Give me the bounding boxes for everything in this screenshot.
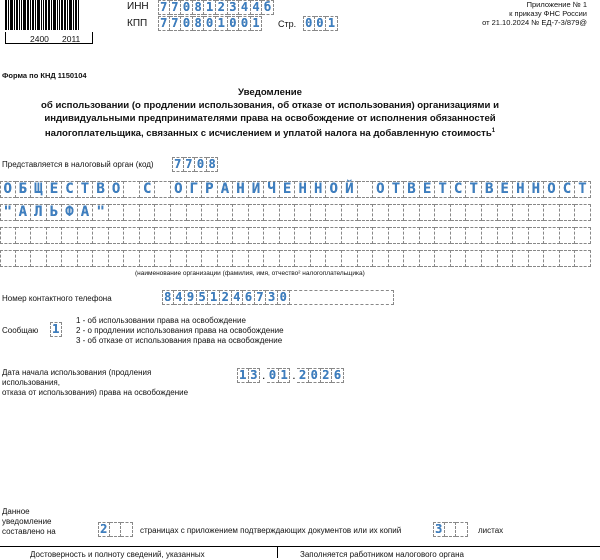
sheets-count-cell <box>456 522 468 537</box>
org-name-row1-cell: Е <box>47 181 63 198</box>
org-name-row2-cell <box>233 204 249 221</box>
phone-cell: 9 <box>185 290 197 305</box>
inn-field[interactable] <box>158 0 274 15</box>
org-name-row4-cell <box>498 250 514 267</box>
org-name-row1-cell: Щ <box>31 181 47 198</box>
org-name-row1-cell: Е <box>420 181 436 198</box>
start-date-cell: 0 <box>309 368 321 383</box>
org-name-row1-cell: С <box>140 181 156 198</box>
org-name-row2-cell <box>466 204 482 221</box>
org-name-row2-cell <box>124 204 140 221</box>
org-name-row4-cell <box>47 250 63 267</box>
phone-cell: 4 <box>232 290 244 305</box>
org-name-row4-cell <box>435 250 451 267</box>
page-label: Стр. <box>278 19 297 29</box>
phone-cell: 6 <box>243 290 255 305</box>
org-name-row3-cell <box>109 227 125 244</box>
org-name-row1-cell: Н <box>295 181 311 198</box>
kpp-cell: 7 <box>170 16 182 31</box>
report-option2: 2 - о продлении использования права на освобождение <box>76 326 284 335</box>
org-name-row3-cell <box>124 227 140 244</box>
org-name-row4-cell <box>140 250 156 267</box>
pages-text: страницах с приложением подтверждающих документов или их копий <box>140 526 402 535</box>
org-name-row4-cell <box>202 250 218 267</box>
org-name-row2-cell <box>202 204 218 221</box>
org-name-row4-cell <box>280 250 296 267</box>
org-name-row4-cell <box>249 250 265 267</box>
start-date-label-line2: использования, <box>2 378 60 387</box>
org-name-row1-cell: Н <box>513 181 529 198</box>
start-date-cell: 1 <box>279 368 291 383</box>
date-separator: . <box>292 368 296 382</box>
org-name-row2-cell <box>544 204 560 221</box>
tax-authority-code-cell: 7 <box>184 157 196 172</box>
barcode <box>5 0 93 30</box>
org-name-row3-cell <box>513 227 529 244</box>
org-name-row2-cell <box>482 204 498 221</box>
org-name-row4-cell <box>404 250 420 267</box>
sheets-count-field[interactable] <box>433 522 468 537</box>
org-name-row1-cell: О <box>171 181 187 198</box>
org-name-row4-cell <box>544 250 560 267</box>
org-name-row4-cell <box>109 250 125 267</box>
org-name-row2-cell <box>358 204 374 221</box>
org-name-row2-cell <box>575 204 591 221</box>
org-name-row1-cell: О <box>373 181 389 198</box>
org-name-row3-cell <box>466 227 482 244</box>
org-name-row4-cell <box>420 250 436 267</box>
org-name-row1-cell: Т <box>466 181 482 198</box>
title-line4: налогоплательщика, связанных с исчислением и уплатой налога на добавленную стоимость <box>44 128 492 140</box>
org-name-row4-cell <box>233 250 249 267</box>
org-name-row1-cell: Ч <box>264 181 280 198</box>
report-code-field[interactable] <box>50 322 62 337</box>
org-name-row3-cell <box>202 227 218 244</box>
org-name-row3-cell <box>435 227 451 244</box>
phone-cell: 1 <box>208 290 220 305</box>
org-name-row3-cell <box>451 227 467 244</box>
start-date-cell: 6 <box>332 368 344 383</box>
org-name-row4-cell <box>311 250 327 267</box>
inn-cell: 8 <box>193 0 205 15</box>
start-date-cell: 2 <box>321 368 333 383</box>
org-name-row4-cell <box>575 250 591 267</box>
org-name-row3-cell <box>420 227 436 244</box>
org-name-row2-cell: " <box>0 204 16 221</box>
start-date-label-line1: Дата начала использования (продления <box>2 368 152 377</box>
org-name-row2-cell <box>218 204 234 221</box>
start-date-label <box>2 368 188 398</box>
org-name-row2-cell <box>404 204 420 221</box>
phone-label: Номер контактного телефона <box>2 294 112 303</box>
appendix-line1: Приложение № 1 <box>526 0 587 9</box>
org-name-row2[interactable] <box>0 204 591 221</box>
footer-label-line1: Данное <box>2 507 30 516</box>
phone-field-extension <box>289 290 394 305</box>
page-number-cell: 0 <box>303 16 315 31</box>
org-name-row3-cell <box>529 227 545 244</box>
org-name-row3-cell <box>187 227 203 244</box>
phone-cell: 2 <box>220 290 232 305</box>
inn-cell: 7 <box>170 0 182 15</box>
title-footnote: 1 <box>491 128 496 134</box>
org-name-row2-cell <box>498 204 514 221</box>
barcode-number-right: 2011 <box>62 34 81 44</box>
org-name-row1-cell: Н <box>233 181 249 198</box>
barcode-frame <box>5 32 93 44</box>
inn-cell: 1 <box>204 0 216 15</box>
org-name-row3-cell <box>31 227 47 244</box>
start-date-field[interactable] <box>237 368 344 383</box>
org-name-row4-cell <box>560 250 576 267</box>
title-line2: об использовании (о продлении использования, об отказе от использования) организациями и <box>41 100 499 111</box>
title-line3: индивидуальными предпринимателями права на освобождение от исполнения обязанностей <box>44 113 496 124</box>
org-name-row1-cell: Й <box>342 181 358 198</box>
org-name-row2-cell <box>140 204 156 221</box>
bottom-right-text: Заполняется работником налогового органа <box>300 550 464 559</box>
org-name-row2-cell <box>420 204 436 221</box>
org-name-row1-cell <box>124 181 140 198</box>
org-name-row4-cell <box>62 250 78 267</box>
org-name-row1-cell: Т <box>78 181 94 198</box>
org-name-row1-cell: А <box>218 181 234 198</box>
org-name-row2-cell: Ь <box>47 204 63 221</box>
org-name-row2-cell <box>171 204 187 221</box>
report-code-cell: 1 <box>50 322 62 337</box>
phone-cell: 5 <box>197 290 209 305</box>
org-name-row4-cell <box>264 250 280 267</box>
inn-label: ИНН <box>127 1 149 12</box>
org-name-row2-cell <box>529 204 545 221</box>
org-name-row1-cell: С <box>62 181 78 198</box>
org-name-row1-cell: Н <box>311 181 327 198</box>
org-name-row2-cell <box>280 204 296 221</box>
tax-authority-code-cell: 0 <box>195 157 207 172</box>
date-separator: . <box>262 368 266 382</box>
kpp-cell: 0 <box>228 16 240 31</box>
org-name-row3-cell <box>16 227 32 244</box>
kpp-cell: 1 <box>216 16 228 31</box>
footer-vertical-divider <box>277 546 278 558</box>
org-name-row2-cell <box>326 204 342 221</box>
org-name-row4-cell <box>389 250 405 267</box>
org-name-row1-cell: Е <box>280 181 296 198</box>
org-name-row3-cell <box>560 227 576 244</box>
inn-cell: 3 <box>228 0 240 15</box>
org-name-row1-cell: В <box>93 181 109 198</box>
kpp-cell: 0 <box>239 16 251 31</box>
org-name-row1[interactable] <box>0 181 591 198</box>
org-name-row1-cell: В <box>404 181 420 198</box>
org-name-row2-cell <box>109 204 125 221</box>
org-name-row3-cell <box>233 227 249 244</box>
tax-authority-code-cell: 7 <box>172 157 184 172</box>
org-name-row3-cell <box>155 227 171 244</box>
page-number-cell: 1 <box>326 16 338 31</box>
appendix-note <box>482 0 587 27</box>
org-name-row3-cell <box>62 227 78 244</box>
page-number-field[interactable] <box>303 16 338 31</box>
org-name-row4-cell <box>78 250 94 267</box>
appendix-line3: от 21.10.2024 № ЕД-7-3/879@ <box>482 18 587 27</box>
org-name-row2-cell: Ф <box>62 204 78 221</box>
sheets-count-cell <box>445 522 457 537</box>
barcode-number-left: 2400 <box>30 34 49 44</box>
org-name-row4-cell <box>529 250 545 267</box>
org-name-row2-cell <box>311 204 327 221</box>
phone-cell: 3 <box>266 290 278 305</box>
kpp-cell: 0 <box>204 16 216 31</box>
org-name-row3-cell <box>280 227 296 244</box>
phone-cell: 7 <box>255 290 267 305</box>
tax-authority-code-cell: 8 <box>207 157 219 172</box>
org-name-row4-cell <box>482 250 498 267</box>
org-name-row1-cell: С <box>560 181 576 198</box>
report-options <box>76 316 284 346</box>
kpp-cell: 0 <box>181 16 193 31</box>
sheets-text: листах <box>478 526 504 535</box>
document-title <box>0 86 540 140</box>
kpp-cell: 8 <box>193 16 205 31</box>
org-name-row2-cell <box>389 204 405 221</box>
org-name-row2-cell: " <box>93 204 109 221</box>
report-option1: 1 - об использовании права на освобождение <box>76 316 246 325</box>
org-name-row2-cell <box>342 204 358 221</box>
pages-count-cell <box>110 522 122 537</box>
org-name-row4-cell <box>358 250 374 267</box>
org-name-row3-cell <box>249 227 265 244</box>
org-name-row4-cell <box>326 250 342 267</box>
footer-divider <box>0 546 600 547</box>
org-name-row4-cell <box>466 250 482 267</box>
org-name-row3-cell <box>358 227 374 244</box>
pages-count-cell: 2 <box>98 522 110 537</box>
org-name-row3-cell <box>93 227 109 244</box>
org-name-row3-cell <box>140 227 156 244</box>
org-name-row4-cell <box>451 250 467 267</box>
org-name-row2-cell: А <box>16 204 32 221</box>
org-name-row2-cell <box>264 204 280 221</box>
org-name-row2-cell <box>513 204 529 221</box>
start-date-cell: 1 <box>237 368 249 383</box>
org-name-row2-cell <box>373 204 389 221</box>
phone-cell: 8 <box>162 290 174 305</box>
org-name-row1-cell <box>358 181 374 198</box>
org-name-row4-cell <box>218 250 234 267</box>
org-name-row2-cell <box>451 204 467 221</box>
org-name-row3-cell <box>389 227 405 244</box>
kpp-field[interactable] <box>158 16 262 31</box>
org-name-row1-cell: И <box>249 181 265 198</box>
phone-field[interactable] <box>162 290 290 305</box>
org-name-row4-cell <box>171 250 187 267</box>
org-name-row3-cell <box>311 227 327 244</box>
org-name-row1-cell: О <box>326 181 342 198</box>
org-name-row4-cell <box>93 250 109 267</box>
org-name-row4-cell <box>124 250 140 267</box>
org-name-row4[interactable] <box>0 250 591 267</box>
org-name-row4-cell <box>155 250 171 267</box>
org-name-row1-cell: О <box>109 181 125 198</box>
org-name-row1-cell: Т <box>435 181 451 198</box>
org-name-row4-cell <box>513 250 529 267</box>
org-name-row2-cell <box>249 204 265 221</box>
org-name-row4-cell <box>187 250 203 267</box>
bottom-left-text: Достоверность и полноту сведений, указанных <box>30 550 205 559</box>
report-option3: 3 - об отказе от использования права на освобождение <box>76 336 283 345</box>
inn-cell: 4 <box>239 0 251 15</box>
org-name-row2-cell <box>295 204 311 221</box>
org-name-row3-cell <box>544 227 560 244</box>
org-name-row2-cell: А <box>78 204 94 221</box>
footer-label <box>2 507 56 537</box>
form-code: Форма по КНД 1150104 <box>2 71 87 80</box>
org-name-row1-cell: Т <box>575 181 591 198</box>
org-name-row1-cell: Н <box>529 181 545 198</box>
org-name-row1-cell: Р <box>202 181 218 198</box>
org-name-row1-cell: О <box>544 181 560 198</box>
org-name-row3-cell <box>47 227 63 244</box>
inn-cell: 7 <box>158 0 170 15</box>
org-name-row3-cell <box>218 227 234 244</box>
org-name-row3-cell <box>498 227 514 244</box>
org-name-row4-cell <box>16 250 32 267</box>
org-name-caption: (наименование организации (фамилия, имя, отчество² налогоплательщика) <box>135 270 365 277</box>
phone-cell: 4 <box>174 290 186 305</box>
sheets-count-cell: 3 <box>433 522 445 537</box>
org-name-row3-cell <box>0 227 16 244</box>
kpp-label: КПП <box>127 18 148 29</box>
org-name-row2-cell <box>187 204 203 221</box>
org-name-row2-cell <box>435 204 451 221</box>
page-number-cell: 0 <box>315 16 327 31</box>
start-date-cell: 2 <box>297 368 309 383</box>
org-name-row1-cell <box>155 181 171 198</box>
org-name-row3-cell <box>373 227 389 244</box>
org-name-row3-cell <box>295 227 311 244</box>
org-name-row1-cell: О <box>0 181 16 198</box>
inn-cell: 0 <box>181 0 193 15</box>
appendix-line2: к приказу ФНС России <box>509 9 587 18</box>
start-date-cell: 0 <box>267 368 279 383</box>
inn-cell: 4 <box>251 0 263 15</box>
org-name-row3-cell <box>78 227 94 244</box>
org-name-row4-cell <box>31 250 47 267</box>
pages-count-field[interactable] <box>98 522 133 537</box>
title-line1: Уведомление <box>238 87 302 98</box>
org-name-row1-cell: Т <box>389 181 405 198</box>
org-name-row2-cell <box>155 204 171 221</box>
footer-label-line3: составлено на <box>2 527 56 536</box>
kpp-cell: 1 <box>251 16 263 31</box>
org-name-row1-cell: В <box>482 181 498 198</box>
org-name-row3-cell <box>404 227 420 244</box>
org-name-row4-cell <box>0 250 16 267</box>
inn-cell: 2 <box>216 0 228 15</box>
org-name-row4-cell <box>295 250 311 267</box>
report-label: Сообщаю <box>2 326 39 335</box>
org-name-row3-cell <box>171 227 187 244</box>
org-name-row3-cell <box>575 227 591 244</box>
kpp-cell: 7 <box>158 16 170 31</box>
tax-authority-code-field[interactable] <box>172 157 218 172</box>
org-name-row3-cell <box>482 227 498 244</box>
org-name-row1-cell: Б <box>16 181 32 198</box>
org-name-row3[interactable] <box>0 227 591 244</box>
org-name-row3-cell <box>264 227 280 244</box>
start-date-label-line3: отказа от использования) права на освобождение <box>2 388 189 397</box>
org-name-row1-cell: Е <box>498 181 514 198</box>
org-name-row3-cell <box>326 227 342 244</box>
start-date-cell: 3 <box>249 368 261 383</box>
org-name-row1-cell: Г <box>187 181 203 198</box>
org-name-row1-cell: С <box>451 181 467 198</box>
org-name-row4-cell <box>342 250 358 267</box>
pages-count-cell <box>121 522 133 537</box>
tax-authority-label: Представляется в налоговый орган (код) <box>2 160 154 169</box>
org-name-row2-cell <box>560 204 576 221</box>
org-name-row4-cell <box>373 250 389 267</box>
inn-cell: б <box>262 0 274 15</box>
phone-cell: 0 <box>278 290 290 305</box>
org-name-row3-cell <box>342 227 358 244</box>
org-name-row2-cell: Л <box>31 204 47 221</box>
footer-label-line2: уведомление <box>2 517 52 526</box>
